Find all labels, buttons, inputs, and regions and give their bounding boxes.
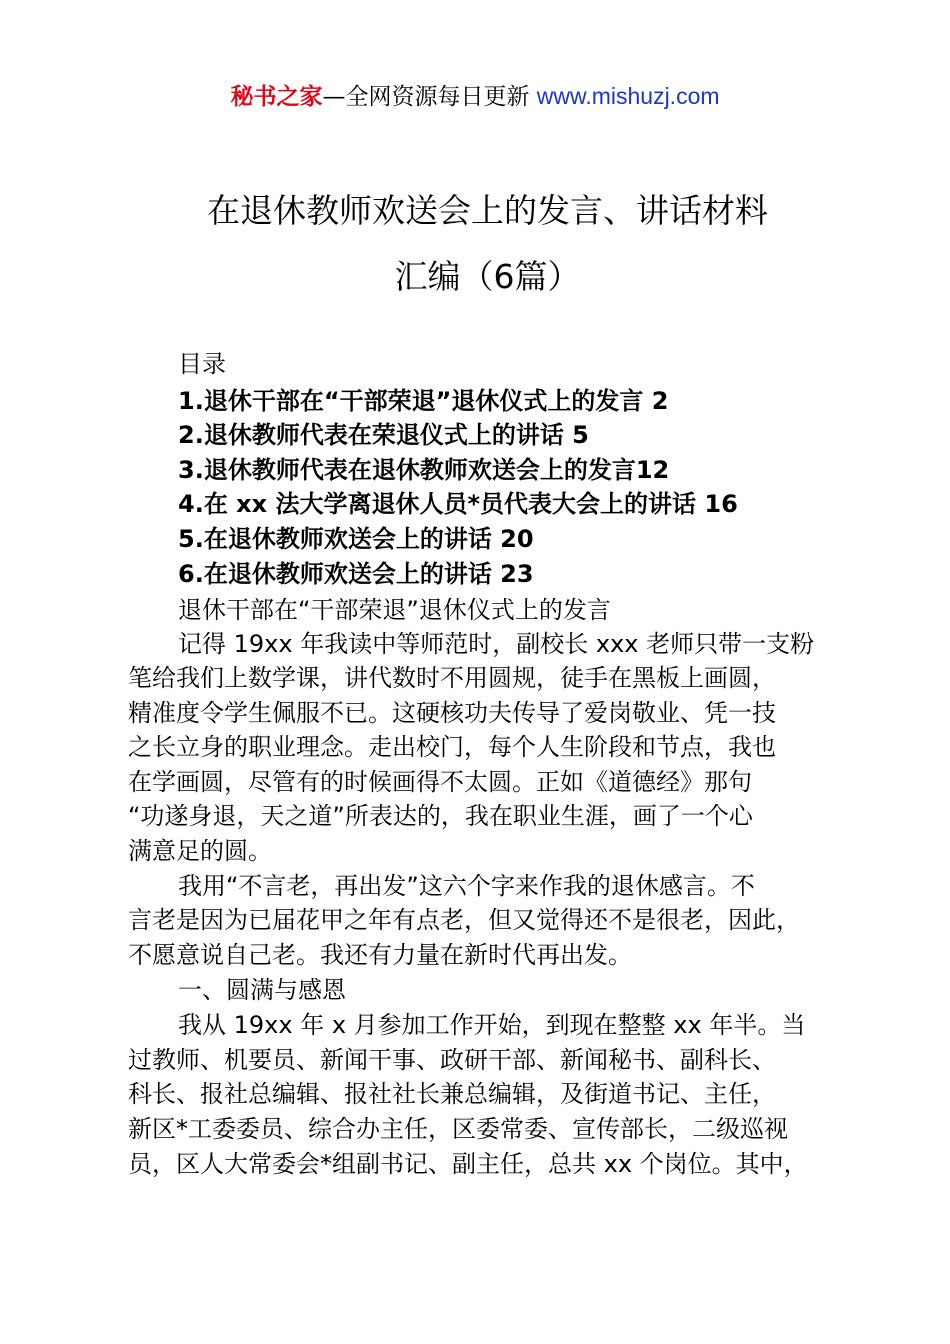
paragraph-line: 不愿意说自己老。我还有力量在新时代再出发。 bbox=[128, 941, 632, 969]
toc-item-3[interactable]: 3.退休教师代表在退休教师欢送会上的发言12 bbox=[178, 456, 670, 484]
paragraph-line: 精准度令学生佩服不已。这硬核功夫传导了爱岗敬业、凭一技 bbox=[128, 699, 776, 727]
paragraph-line: 记得 19xx 年我读中等师范时，副校长 xxx 老师只带一支粉 bbox=[178, 630, 815, 658]
paragraph-line: 我从 19xx 年 x 月参加工作开始，到现在整整 xx 年半。当 bbox=[178, 1011, 806, 1039]
site-url-link[interactable]: www.mishuzj.com bbox=[536, 83, 720, 109]
site-brand: 秘书之家 bbox=[230, 84, 323, 110]
document-title-line-1: 在退休教师欢送会上的发言、讲话材料 bbox=[207, 191, 768, 230]
paragraph-line: 过教师、机要员、新闻干事、政研干部、新闻秘书、副科长、 bbox=[128, 1046, 776, 1074]
section-heading: 一、圆满与感恩 bbox=[178, 976, 346, 1004]
paragraph-line: 在学画圆，尽管有的时候画得不太圆。正如《道德经》那句 bbox=[128, 768, 752, 796]
paragraph-line: 满意足的圆。 bbox=[128, 837, 272, 865]
paragraph-line: 新区*工委委员、综合办主任，区委常委、宣传部长，二级巡视 bbox=[128, 1115, 788, 1143]
site-header bbox=[0, 80, 950, 113]
toc-item-1[interactable]: 1.退休干部在“干部荣退”退休仪式上的发言 2 bbox=[178, 387, 669, 415]
paragraph-line: 言老是因为已届花甲之年有点老，但又觉得还不是很老，因此， bbox=[128, 906, 800, 934]
toc-heading: 目录 bbox=[178, 350, 226, 378]
toc-item-5[interactable]: 5.在退休教师欢送会上的讲话 20 bbox=[178, 525, 534, 553]
paragraph-line: 之长立身的职业理念。走出校门，每个人生阶段和节点，我也 bbox=[128, 733, 776, 761]
paragraph-line: “功遂身退，天之道”所表达的，我在职业生涯，画了一个心 bbox=[128, 802, 753, 830]
paragraph-line: 我用“不言老，再出发”这六个字来作我的退休感言。不 bbox=[178, 872, 755, 900]
toc-item-4[interactable]: 4.在 xx 法大学离退休人员*员代表大会上的讲话 16 bbox=[178, 490, 738, 518]
paragraph-line: 员，区人大常委会*组副书记、副主任，总共 xx 个岗位。其中， bbox=[128, 1150, 808, 1178]
section-title: 退休干部在“干部荣退”退休仪式上的发言 bbox=[178, 596, 611, 624]
document-title-line-2: 汇编（6篇） bbox=[394, 257, 581, 296]
paragraph-line: 科长、报社总编辑、报社社长兼总编辑，及街道书记、主任， bbox=[128, 1080, 776, 1108]
toc-item-2[interactable]: 2.退休教师代表在荣退仪式上的讲话 5 bbox=[178, 421, 589, 449]
site-tagline: —全网资源每日更新 bbox=[322, 84, 537, 110]
toc-item-6[interactable]: 6.在退休教师欢送会上的讲话 23 bbox=[178, 560, 534, 588]
paragraph-line: 笔给我们上数学课，讲代数时不用圆规，徒手在黑板上画圆， bbox=[128, 664, 776, 692]
